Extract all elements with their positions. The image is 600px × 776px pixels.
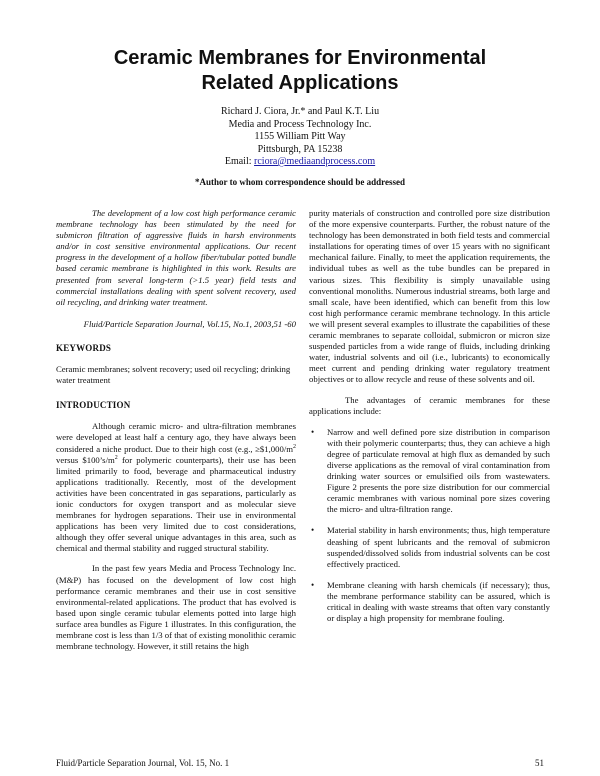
right-paragraph-2: The advantages of ceramic membranes for these applications include: — [309, 394, 550, 416]
list-item: • Narrow and well defined pore size distribution in comparison with their polymeric counterparts; thus, they can achieve a high degree of particulate removal at high flux as demanded by such diverse applications as the removal of viral contamination from drinking water sources or emulsified oils from wastewaters. Figure 2 presents the pore size distribution for our commercial ceramic membranes with various nominal pore sizes covering the micro- and ultra-filtration range. — [311, 426, 550, 515]
bullet-icon: • — [311, 426, 315, 437]
keywords-heading: KEYWORDS — [56, 342, 112, 353]
bullet-icon: • — [311, 525, 315, 536]
list-item: • Material stability in harsh environments; thus, high temperature deashing of spent lubricants and the removal of submicron suspended/dissolved solids from industrial solvents can be cost effectively practiced. — [311, 525, 550, 569]
address-line-1: 1155 William Pitt Way — [254, 131, 346, 142]
journal-citation: Fluid/Particle Separation Journal, Vol.15, No.1, 2003,51 -60 — [83, 318, 296, 329]
introduction-heading: INTRODUCTION — [56, 400, 131, 411]
email-label: Email: — [224, 156, 255, 167]
address-line-2: Pittsburgh, PA 15238 — [257, 143, 343, 155]
intro-paragraph-1: Although ceramic micro- and ultra-filtration membranes were developed at least half a century ago, they have always been considered a niche product. Due to their high cost (e.g., $\ge\$1,000/m^2$ versus $\$100’s/m^2$ for polymeric counterparts), their use has been limited primarily to food, beverage and pharmaceutical industry applications traditionally. Recently, most of the development activities have been concentrated in gas separations, particularly as ionic conductors for oxygen transport and as molecular sieve membranes for hydrogen separations. Their use in environmental applications has been very limited due to cost considerations, although they offer several unique advantages in this area, such as chemical and thermal stability and rugged structural stability. — [56, 421, 296, 554]
authors: Richard J. Ciora, Jr.* and Paul K.T. Liu — [220, 106, 380, 117]
left-column — [56, 208, 296, 652]
paper-title — [60, 46, 540, 96]
email-link[interactable]: rciora@mediaandprocess.com — [254, 156, 376, 167]
author-block — [100, 106, 500, 169]
affiliation: Media and Process Technology Inc. — [228, 118, 372, 130]
abstract-text: The development of a low cost high performance ceramic membrane technology has been stimulated by the need for submicron filtration of aggressive fluids in harsh environments and/or in cost sensitive environmental applications. Our recent progress in the development of a hollow fiber/tubular potted bundle based ceramic membrane is highlighted in this work. Results are presented from several long-term (>1.5 year) field tests and commercial installations dealing with spent solvent recovery, used oil recycling, and drinking water treatment. — [56, 208, 296, 307]
footer-journal: Fluid/Particle Separation Journal, Vol. 15, No. 1 — [56, 758, 230, 768]
right-column — [309, 208, 550, 634]
correspondence-note: *Author to whom correspondence should be addressed — [194, 177, 406, 187]
advantages-list — [309, 427, 550, 625]
intro-paragraph-2: In the past few years Media and Process Technology Inc. (M&P) has focused on the development of low cost high performance ceramic membranes and their use in cost sensitive environmental-related applications. The product that has evolved is based upon single ceramic tubular elements potted into large high surface area bundles as Figure 1 illustrates. In this configuration, the membrane cost is less than 1/3 of that of existing monolithic ceramic membrane technology. However, it still retains the high — [56, 563, 296, 652]
keywords-text: Ceramic membranes; solvent recovery; used oil recycling; drinking water treatment — [56, 364, 291, 386]
title-line-2: Related Applications — [201, 72, 399, 94]
right-paragraph-1: purity materials of construction and controlled pore size distribution of the more expensive counterparts. Further, the robust nature of the technology has been demonstrated in both field tests and commercial installations for operating times of over 15 years with no significant mechanical failure. Finally, to meet the application requirements, the individual tubes as well as the tube bundles can be prepared in various sizes. This flexibility is simply unavailable using conventional monoliths. Numerous industrial streams, both large and small scale, have been identified, which can benefit from this low cost high performance ceramic membrane technology. In this article we will present several examples to illustrate the capabilities of these ceramic membranes to separate colloidal, submicron or micron size suspended particles from a wide range of fluids, including drinking water, industrial solvents and oil (i.e., lubricants) to economically meet current and pending drinking water regulatory treatment objectives or to allow recycle and reuse of these solvents and oil. — [309, 208, 550, 385]
list-item: • Membrane cleaning with harsh chemicals (if necessary); thus, the membrane performance stability can be assured, which is critical in dealing with waste streams that often vary constantly or display a high propensity for membrane fouling. — [311, 579, 550, 624]
email-line — [100, 156, 500, 169]
bullet-icon: • — [311, 579, 315, 590]
page-number: 51 — [535, 758, 544, 768]
title-line-1: Ceramic Membranes for Environmental — [113, 47, 487, 69]
